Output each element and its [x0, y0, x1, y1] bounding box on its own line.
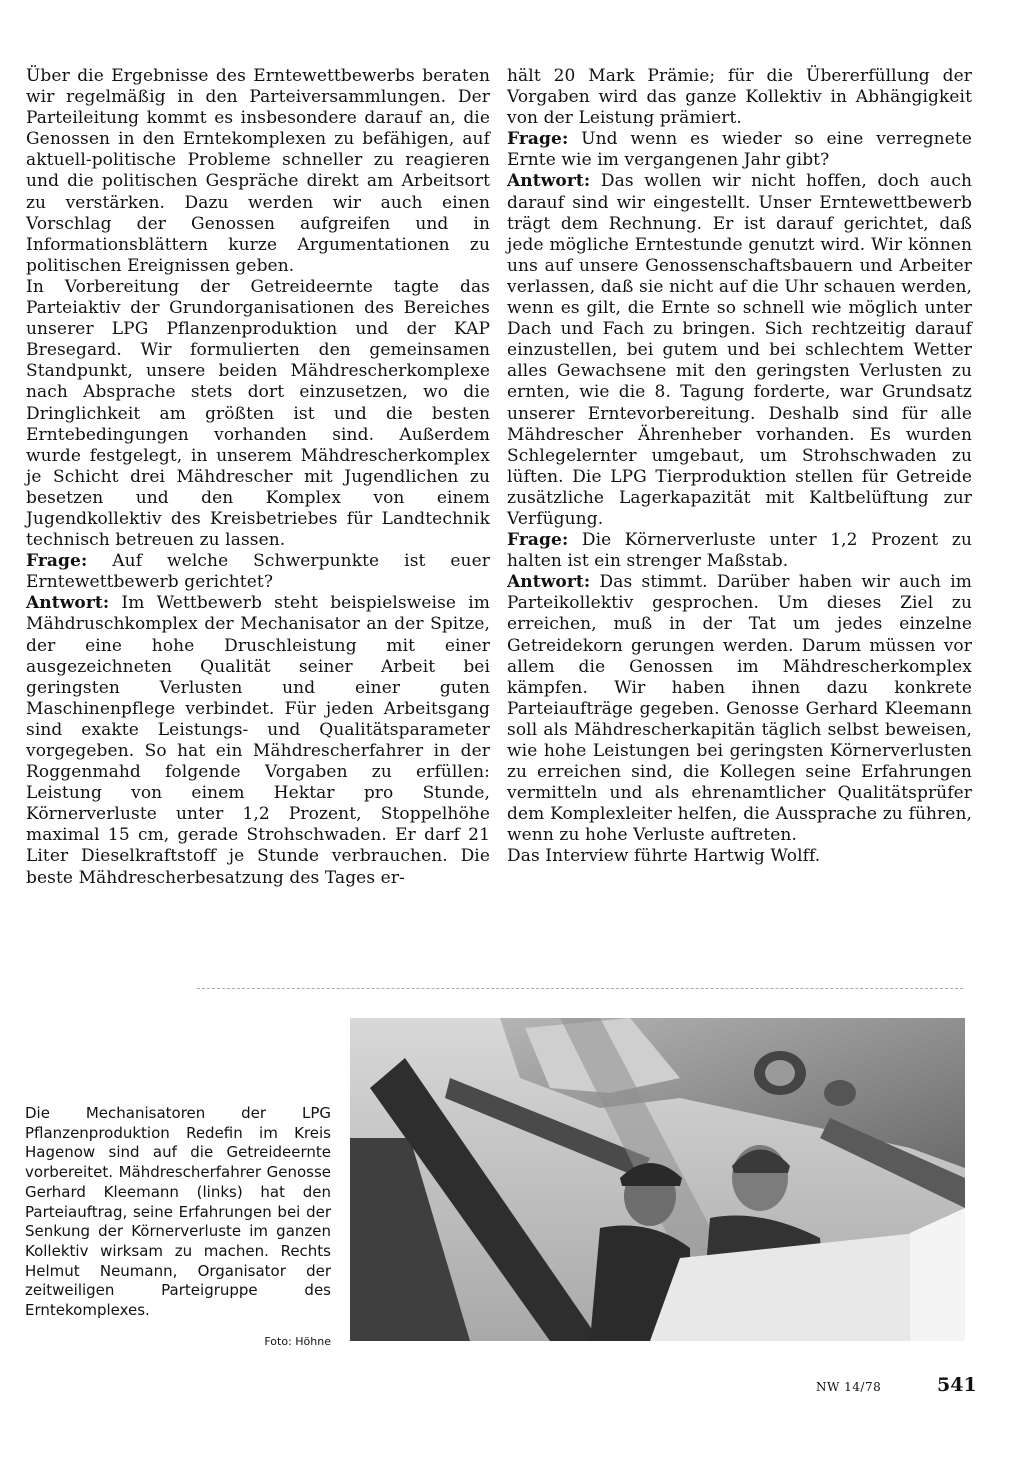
question-label: Frage: [26, 551, 88, 572]
photo-credit: Foto: Höhne [264, 1335, 331, 1348]
question-paragraph [507, 129, 972, 171]
article-column-right [507, 66, 972, 868]
photo-caption: Die Mechanisatoren der LPG Pflanzenproduktion Redefin im Kreis Hagenow sind auf die Getreideernte vorbereitet. Mähdrescherfahrer Genosse Gerhard Kleemann (links) hat den Parteiauftrag, seine Erfahrungen bei der Senkung der Körnerverluste im ganzen Kollektiv wirksam zu machen. Rechts Helmut Neumann, Organisator der zeitweiligen Parteigruppe des Erntekomplexes. [25, 1104, 331, 1320]
answer-label: Antwort: [507, 171, 591, 192]
paragraph: In Vorbereitung der Getreideernte tagte das Parteiaktiv der Grundorganisationen des Bereiches unserer LPG Pflanzenproduktion und der KAP Bresegard. Wir formulierten den gemeinsamen Standpunkt, unsere beiden Mähdrescherkomplexe nach Absprache stets dort einzusetzen, wo die Dringlichkeit am größten ist und die besten Erntebedingungen vorhanden sind. Außerdem wurde festgelegt, in unserem Mähdrescherkomplex je Schicht drei Mähdrescher mit Jugendlichen zu besetzen und den Komplex von einem Jugendkollektiv des Kreisbetriebes für Landtechnik technisch betreuen zu lassen. [26, 276, 490, 551]
answer-paragraph [507, 572, 972, 846]
news-photo [350, 1018, 965, 1341]
photo-illustration [350, 1018, 965, 1341]
paragraph: hält 20 Mark Prämie; für die Übererfüllung der Vorgaben wird das ganze Kollektiv in Abhängigkeit von der Leistung prämiert. [507, 66, 972, 129]
question-text: Und wenn es wieder so eine verregnete Ernte wie im vergangenen Jahr gibt? [507, 129, 972, 171]
article-column-left [26, 66, 490, 889]
answer-text: Im Wettbewerb steht beispielsweise im Mähdruschkomplex der Mechanisator an der Spitze, der eine hohe Druschleistung mit einer ausgezeichneten Qualität seiner Arbeit bei geringsten Verlusten und einer guten Maschinenpflege verbindet. Für jeden Arbeitsgang sind exakte Leistungs- und Qualitätsparameter vorgegeben. So hat ein Mähdrescherfahrer in der Roggenmahd folgende Vorgaben zu erfüllen: Leistung von einem Hektar pro Stunde, Körnerverluste unter 1,2 Prozent, Stoppelhöhe maximal 15 cm, gerade Strohschwaden. Er darf 21 Liter Dieselkraftstoff je Stunde verbrauchen. Die beste Mähdrescherbesatzung des Tages er- [26, 593, 490, 888]
question-label: Frage: [507, 129, 569, 150]
answer-paragraph [507, 171, 972, 530]
answer-text: Das wollen wir nicht hoffen, doch auch darauf sind wir eingestellt. Unser Erntewettbewerb trägt dem Rechnung. Er ist darauf gerichtet, daß jede mögliche Erntestunde genutzt wird. Wir können uns auf unsere Genossenschaftsbauern und Arbeiter verlassen, daß sie nicht auf die Uhr schauen werden, wenn es gilt, die Ernte so schnell wie möglich unter Dach und Fach zu bringen. Sich rechtzeitig darauf einzustellen, bei gutem und bei schlechtem Wetter alles Gewachsene mit den geringsten Verlusten zu ernten, wie die 8. Tagung forderte, war Grundsatz unserer Erntevorbereitung. Deshalb sind für alle Mähdrescher Ährenheber vorhanden. Es wurden Schlegelernter umgebaut, um Strohschwaden zu lüften. Die LPG Tierproduktion stellen für Getreide zusätzliche Lagerkapazität mit Kaltbelüftung zur Verfügung. [507, 171, 972, 529]
interview-signoff: Das Interview führte Hartwig Wolff. [507, 846, 821, 867]
question-label: Frage: [507, 530, 569, 551]
page-number: 541 [937, 1374, 977, 1396]
answer-paragraph [26, 593, 490, 888]
question-paragraph [507, 530, 972, 572]
answer-label: Antwort: [507, 572, 591, 593]
paragraph: Über die Ergebnisse des Erntewettbewerbs beraten wir regelmäßig in den Parteiversammlungen. Der Parteileitung kommt es insbesondere darauf an, die Genossen in den Erntekomplexen zu befähigen, auf aktuell-politische Probleme schneller zu reagieren und die politischen Gespräche direkt am Arbeitsort zu verstärken. Dazu werden wir auch einen Vorschlag der Genossen aufgreifen und in Informationsblättern kurze Argumentationen zu politischen Ereignissen geben. [26, 66, 490, 276]
section-divider [197, 988, 963, 989]
question-paragraph [26, 551, 490, 593]
question-text: Auf welche Schwerpunkte ist euer Erntewettbewerb gerichtet? [26, 551, 490, 593]
issue-label: NW 14/78 [816, 1380, 882, 1394]
answer-text: Das stimmt. Darüber haben wir auch im Parteikollektiv gesprochen. Um dieses Ziel zu erreichen, muß in der Tat um jedes einzelne Getreidekorn gerungen werden. Darum müssen vor allem die Genossen im Mähdrescherkomplex kämpfen. Wir haben ihnen dazu konkrete Parteiaufträge gegeben. Genosse Gerhard Kleemann soll als Mähdrescherkapitän täglich selbst beweisen, wie hohe Leistungen bei geringsten Körnerverlusten zu erreichen sind, die Kollegen seine Erfahrungen vermitteln und als ehrenamtlicher Qualitätsprüfer dem Komplexleiter helfen, die Aussprache zu führen, wenn zu hohe Verluste auftreten. [507, 572, 972, 846]
question-text: Die Körnerverluste unter 1,2 Prozent zu halten ist ein strenger Maßstab. [507, 530, 972, 572]
answer-label: Antwort: [26, 593, 110, 614]
